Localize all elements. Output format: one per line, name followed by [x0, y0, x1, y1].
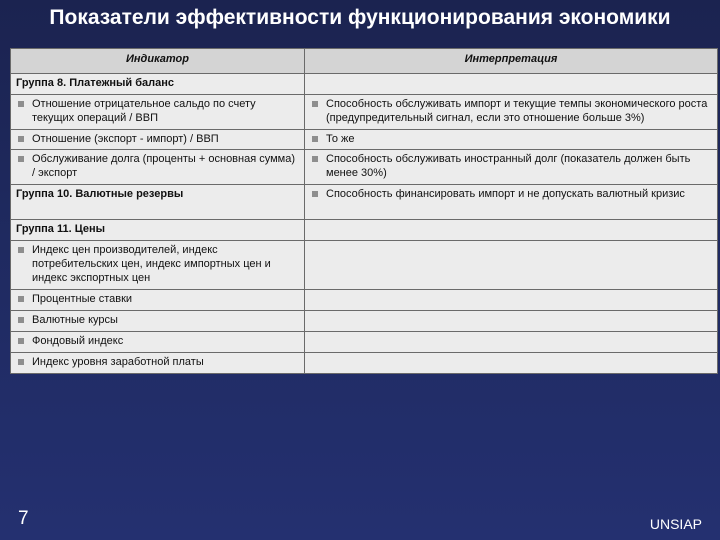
table-row	[11, 74, 718, 95]
interpretation-cell	[305, 241, 718, 290]
org-label: UNSIAP	[649, 516, 702, 532]
bullet-icon	[312, 136, 318, 142]
interpretation-cell	[305, 353, 718, 374]
indicator-text: Индекс цен производителей, индекс потребительских цен, индекс импортных цен и индекс экспортных цен	[32, 244, 271, 284]
interpretation-text: Способность обслуживать иностранный долг (показатель должен быть менее 30%)	[326, 153, 691, 179]
table-row	[11, 290, 718, 311]
interpretation-cell	[305, 332, 718, 353]
bullet-icon	[312, 156, 318, 162]
group-label: Группа 10. Валютные резервы	[11, 185, 305, 220]
indicator-text: Отношение отрицательное сальдо по счету текущих операций / ВВП	[32, 98, 256, 124]
column-header-interpretation: Интерпретация	[305, 49, 718, 74]
interpretation-text: То же	[326, 133, 355, 145]
interpretation-cell	[305, 311, 718, 332]
bullet-icon	[18, 136, 24, 142]
indicator-text: Валютные курсы	[32, 314, 118, 326]
table-row	[11, 95, 718, 130]
bullet-icon	[18, 101, 24, 107]
table-row	[11, 220, 718, 241]
table-row	[11, 332, 718, 353]
bullet-icon	[18, 338, 24, 344]
bullet-icon	[18, 317, 24, 323]
interpretation-text: Способность финансировать импорт и не допускать валютный кризис	[326, 188, 685, 200]
indicator-text: Отношение (экспорт - импорт) / ВВП	[32, 133, 219, 145]
table-row	[11, 241, 718, 290]
interpretation-cell	[305, 220, 718, 241]
table-row	[11, 130, 718, 150]
table-row	[11, 185, 718, 220]
interpretation-cell	[305, 74, 718, 95]
indicator-text: Процентные ставки	[32, 293, 133, 305]
bullet-icon	[312, 191, 318, 197]
page-title: Показатели эффективности функционирования экономики	[49, 6, 671, 29]
bullet-icon	[18, 296, 24, 302]
indicator-text: Индекс уровня заработной платы	[32, 356, 204, 368]
table-row	[11, 353, 718, 374]
column-header-indicator: Индикатор	[11, 49, 305, 74]
interpretation-text: Способность обслуживать импорт и текущие темпы экономического роста (предупредительный сигнал, если это отношение больше 3%)	[326, 98, 708, 124]
table-row	[11, 150, 718, 185]
bullet-icon	[312, 101, 318, 107]
table-row	[11, 311, 718, 332]
indicators-table	[10, 48, 718, 374]
page-number: 7	[18, 508, 29, 529]
bullet-icon	[18, 156, 24, 162]
bullet-icon	[18, 359, 24, 365]
indicator-text: Фондовый индекс	[32, 335, 124, 347]
group-label: Группа 8. Платежный баланс	[11, 74, 305, 95]
group-label: Группа 11. Цены	[11, 220, 305, 241]
table-header-row	[11, 49, 718, 74]
interpretation-cell	[305, 290, 718, 311]
indicator-text: Обслуживание долга (проценты + основная сумма) / экспорт	[32, 153, 296, 179]
bullet-icon	[18, 247, 24, 253]
